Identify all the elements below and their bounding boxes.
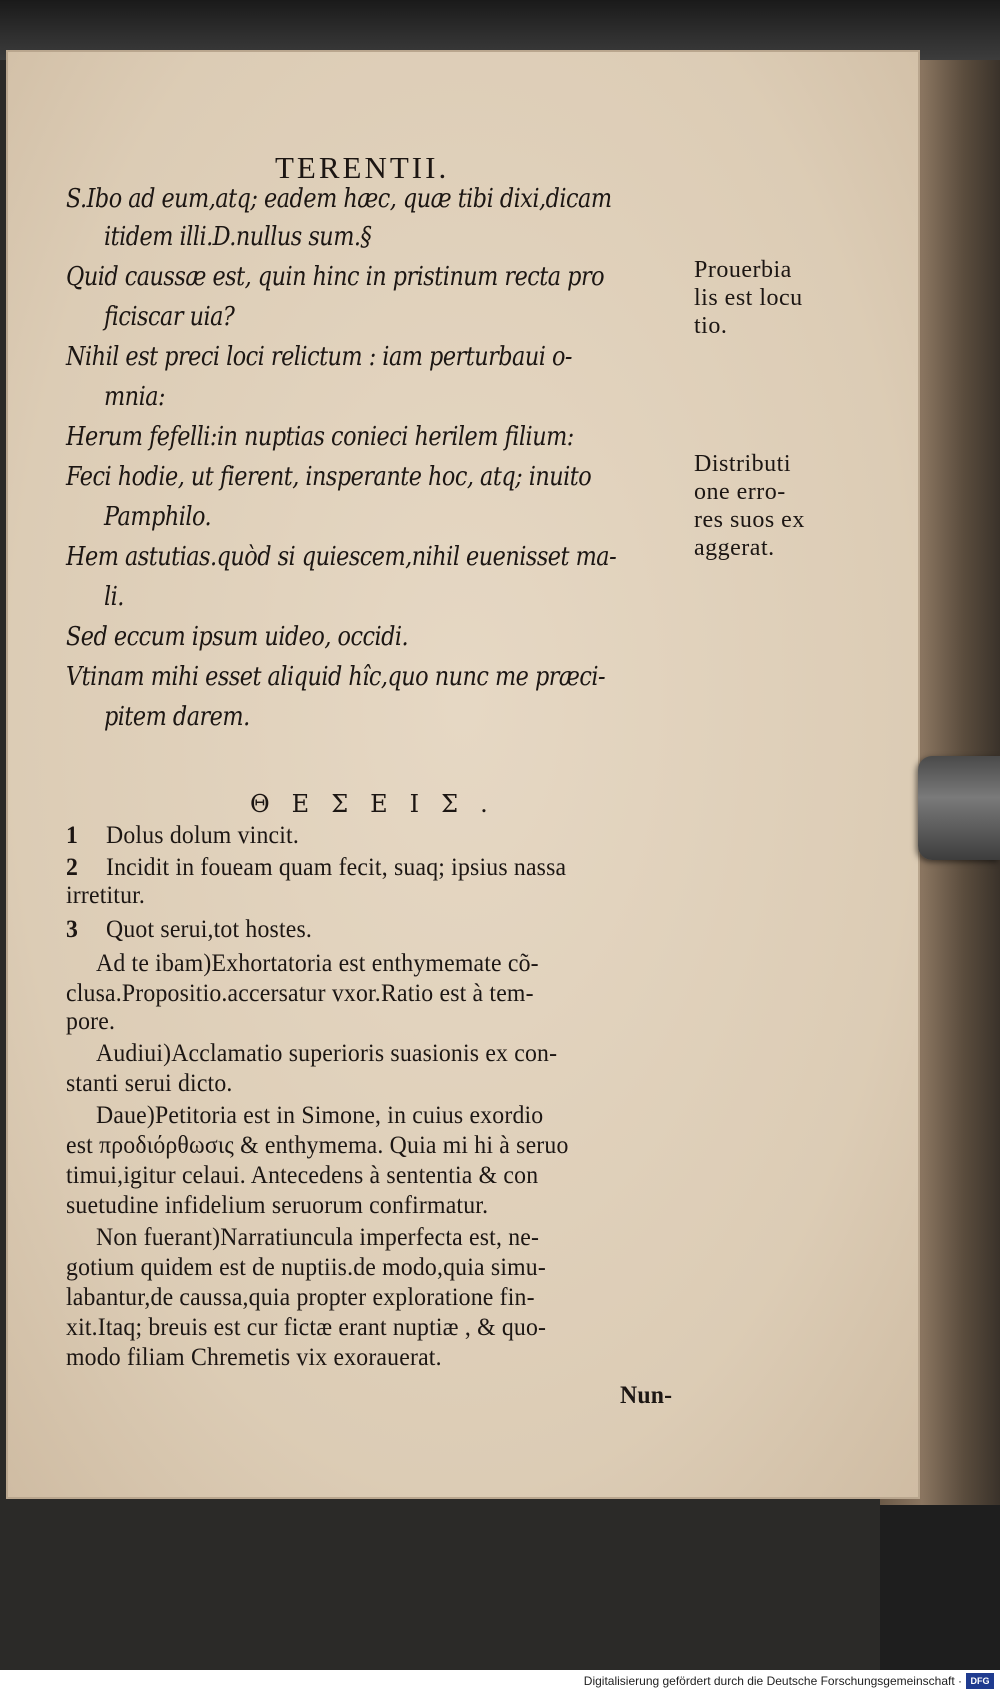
verse-line: S.Ibo ad eum,atq; eadem hæc, quæ tibi dixi,dicam (66, 184, 612, 214)
commentary-line: suetudine infidelium seruorum confirmatur. (66, 1192, 489, 1219)
verse-line: Vtinam mihi esset aliquid hîc,quo nunc me præci- (66, 662, 606, 692)
commentary-line: xit.Itaq; breuis est cur fictæ erant nuptiæ , & quo- (66, 1314, 547, 1341)
verse-line: Pamphilo. (104, 502, 212, 532)
margin-note-line: Distributi (694, 451, 792, 477)
page-top-shadow (0, 0, 1000, 60)
verse-line: Quid caussæ est, quin hinc in pristinum recta pro (66, 262, 605, 292)
margin-note-line: res suos ex (694, 507, 805, 533)
digitization-footer (0, 1670, 1000, 1694)
verse-line: li. (104, 582, 124, 612)
footer-credit: Digitalisierung gefördert durch die Deutsche Forschungsgemeinschaft · (583, 1674, 962, 1688)
commentary-line: stanti serui dicto. (66, 1070, 233, 1097)
book-lower-shadow (880, 1505, 1000, 1670)
verse-line: ficiscar uia? (104, 302, 235, 332)
thesis-text: Dolus dolum vincit. (106, 822, 299, 849)
verse-line: Feci hodie, ut fierent, insperante hoc, atq; inuito (66, 462, 592, 492)
verse-line: Herum fefelli:in nuptias conieci herilem filium: (66, 422, 574, 452)
thesis-text: Quot serui,tot hostes. (106, 916, 313, 943)
thesis-number: 2 (66, 854, 79, 881)
margin-note-line: lis est locu (694, 285, 803, 311)
margin-note-line: Prouerbia (694, 257, 792, 283)
verse-line: Nihil est preci loci relictum : iam perturbaui o- (66, 342, 572, 372)
commentary-line: pore. (66, 1008, 116, 1035)
dfg-logo: DFG (966, 1673, 994, 1689)
verse-line: Hem astutias.quòd si quiescem,nihil euenisset ma- (66, 542, 617, 572)
commentary-line: Ad te ibam)Exhortatoria est enthymemate cõ- (96, 950, 539, 977)
thesis-number: 3 (66, 916, 79, 943)
verse-line: pitem darem. (104, 702, 250, 732)
commentary-line: Daue)Petitoria est in Simone, in cuius exordio (96, 1102, 544, 1129)
commentary-line: clusa.Propositio.accersatur vxor.Ratio est à tem- (66, 980, 534, 1007)
verse-line: mnia: (104, 382, 166, 412)
theses-heading: ΘΕΣΕΙΣ. (250, 790, 510, 818)
commentary-line: Non fuerant)Narratiuncula imperfecta est, ne- (96, 1224, 540, 1251)
commentary-line: timui,igitur celaui. Antecedens à sententia & con (66, 1162, 539, 1189)
margin-note-line: tio. (694, 313, 728, 339)
page-clip (918, 756, 1000, 860)
commentary-line: Audiui)Acclamatio superioris suasionis ex con- (96, 1040, 558, 1067)
verse-line: Sed eccum ipsum uideo, occidi. (66, 622, 409, 652)
catchword: Nun- (620, 1382, 673, 1409)
commentary-line: est προδιόρθωσις & enthymema. Quia mi hi à seruo (66, 1132, 569, 1159)
thesis-number: 1 (66, 822, 79, 849)
thesis-text: irretitur. (66, 882, 146, 909)
verse-line: itidem illi.D.nullus sum.§ (104, 222, 372, 252)
running-header: TERENTII. (275, 150, 450, 185)
commentary-line: modo filiam Chremetis vix exorauerat. (66, 1344, 442, 1371)
commentary-line: labantur,de caussa,quia propter exploratione fin- (66, 1284, 535, 1311)
commentary-line: gotium quidem est de nuptiis.de modo,quia simu- (66, 1254, 546, 1281)
thesis-text: Incidit in foueam quam fecit, suaq; ipsius nassa (106, 854, 567, 881)
margin-note-line: one erro- (694, 479, 786, 505)
margin-note-line: aggerat. (694, 535, 775, 561)
